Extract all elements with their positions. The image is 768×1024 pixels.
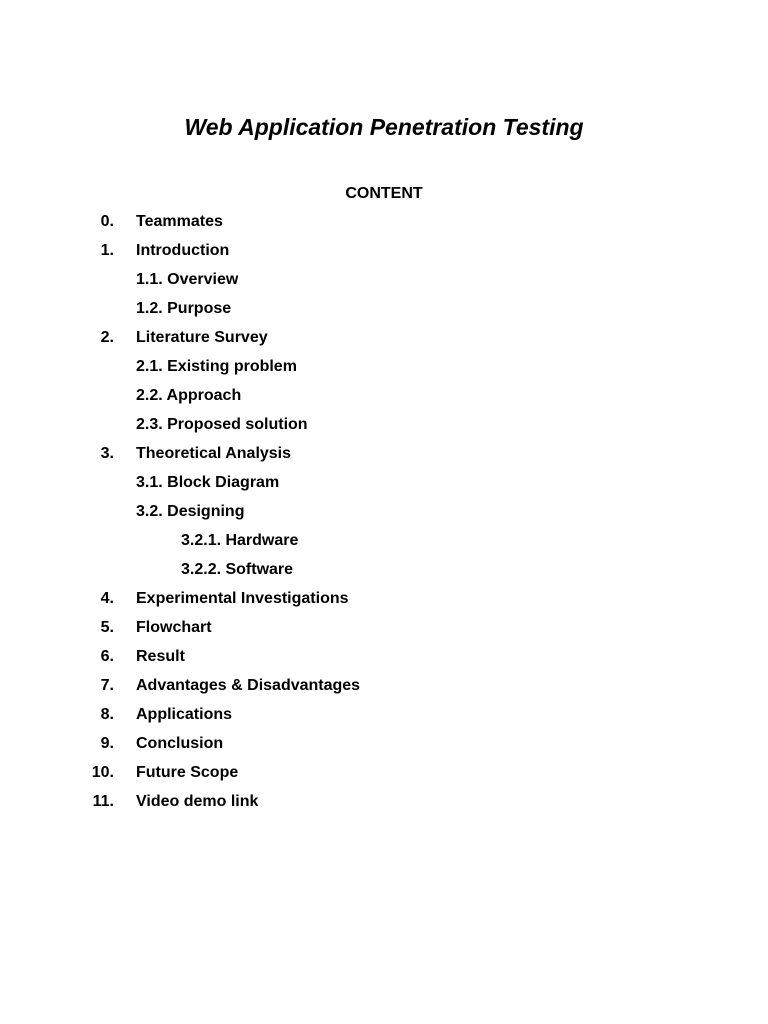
toc-entry	[0, 762, 768, 791]
document-title: Web Application Penetration Testing	[184, 114, 584, 140]
toc-entry-label: 2.1. Existing problem	[136, 358, 297, 375]
toc-entry-label: Applications	[136, 706, 233, 723]
toc-entry-label: Video demo link	[136, 793, 259, 810]
toc-entry-label: Flowchart	[136, 619, 212, 636]
table-of-contents	[0, 211, 768, 820]
toc-entry	[0, 588, 768, 617]
toc-entry-label: 2.2. Approach	[136, 387, 242, 404]
toc-entry	[0, 327, 768, 356]
contents-heading: CONTENT	[345, 185, 423, 202]
toc-entry	[0, 211, 768, 240]
toc-entry-number: 9.	[100, 735, 114, 752]
toc-entry-label: Introduction	[136, 242, 230, 259]
toc-entry-label: Future Scope	[136, 764, 239, 781]
toc-entry	[0, 559, 768, 588]
toc-entry	[0, 443, 768, 472]
toc-entry-number: 6.	[100, 648, 114, 665]
toc-entry-number: 10.	[91, 764, 114, 781]
toc-entry-number: 3.	[100, 445, 114, 462]
toc-entry-label: Experimental Investigations	[136, 590, 349, 607]
toc-entry-label: 2.3. Proposed solution	[136, 416, 308, 433]
toc-entry	[0, 646, 768, 675]
toc-entry-label: 3.2. Designing	[136, 503, 245, 520]
toc-entry-label: Literature Survey	[136, 329, 268, 346]
toc-entry	[0, 501, 768, 530]
toc-entry	[0, 530, 768, 559]
toc-entry-label: Conclusion	[136, 735, 224, 752]
toc-entry	[0, 385, 768, 414]
toc-entry-label: 3.2.1. Hardware	[181, 532, 299, 549]
toc-entry	[0, 269, 768, 298]
toc-entry-number: 2.	[100, 329, 114, 346]
toc-entry	[0, 675, 768, 704]
toc-entry	[0, 240, 768, 269]
toc-entry	[0, 298, 768, 327]
toc-entry-number: 0.	[100, 213, 114, 230]
toc-entry-label: Teammates	[136, 213, 223, 230]
toc-entry-label: 1.2. Purpose	[136, 300, 232, 317]
toc-entry	[0, 356, 768, 385]
toc-entry-number: 8.	[100, 706, 114, 723]
toc-entry-label: Advantages & Disadvantages	[136, 677, 361, 694]
toc-entry	[0, 704, 768, 733]
toc-entry-number: 5.	[100, 619, 114, 636]
toc-entry-number: 11.	[92, 793, 114, 810]
toc-entry-number: 4.	[100, 590, 114, 607]
toc-entry-number: 7.	[100, 677, 114, 694]
toc-entry-label: Result	[136, 648, 185, 665]
toc-entry-number: 1.	[100, 242, 114, 259]
toc-entry	[0, 617, 768, 646]
toc-entry	[0, 472, 768, 501]
toc-entry-label: 3.2.2. Software	[181, 561, 294, 578]
toc-entry-label: 1.1. Overview	[136, 271, 239, 288]
toc-entry	[0, 733, 768, 762]
toc-entry	[0, 791, 768, 820]
toc-entry	[0, 414, 768, 443]
toc-entry-label: 3.1. Block Diagram	[136, 474, 280, 491]
toc-entry-label: Theoretical Analysis	[136, 445, 292, 462]
